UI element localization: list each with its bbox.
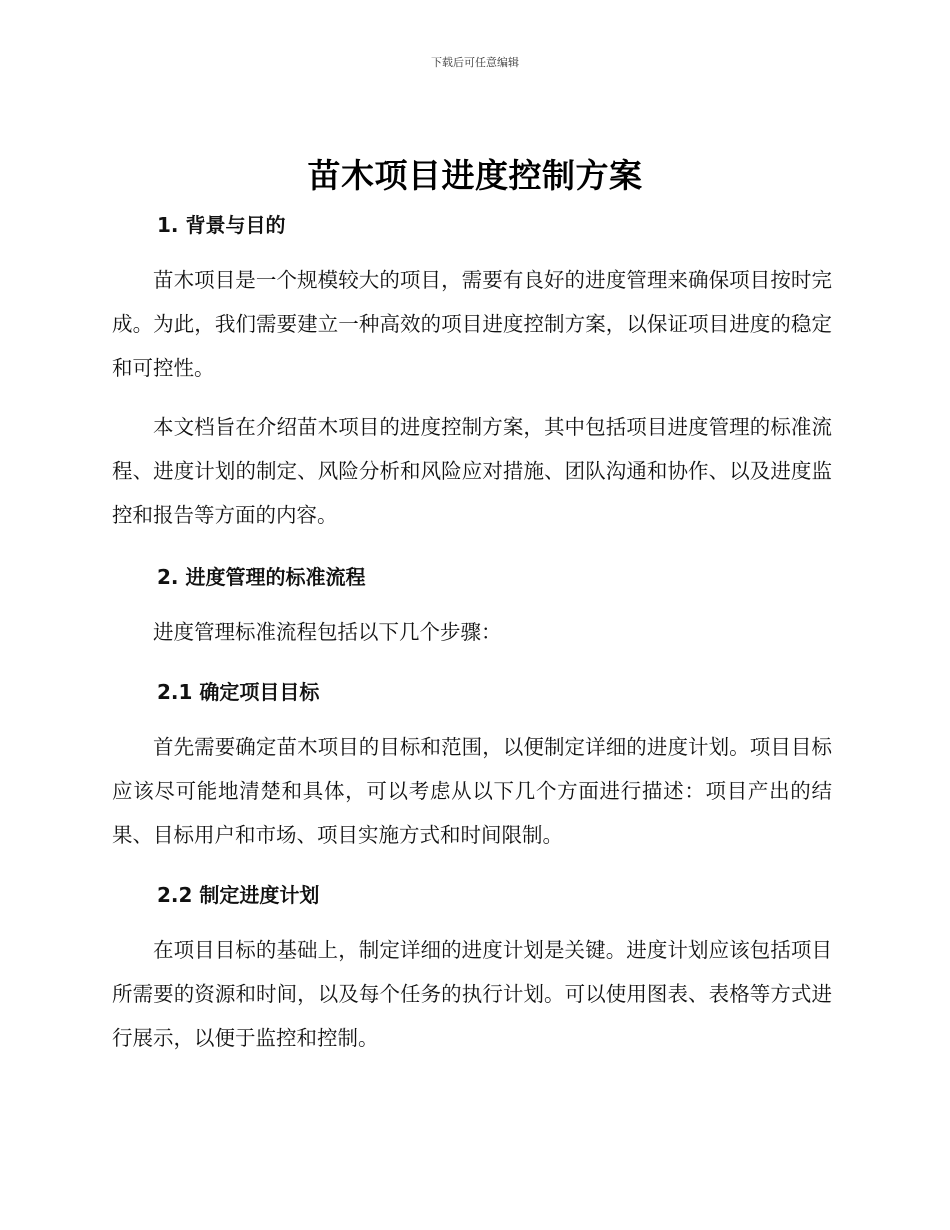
section-heading-goals: 2.1 确定项目目标: [157, 680, 320, 704]
paragraph-background-2: 本文档旨在介绍苗木项目的进度控制方案，其中包括项目进度管理的标准流程、进度计划的制定、风险分析和风险应对措施、团队沟通和协作、以及进度监控和报告等方面的内容。: [112, 415, 832, 527]
paragraph-process-intro: 进度管理标准流程包括以下几个步骤：: [153, 620, 502, 644]
paragraph-background-1: 苗木项目是一个规模较大的项目，需要有良好的进度管理来确保项目按时完成。为此，我们需要建立一种高效的项目进度控制方案，以保证项目进度的稳定和可控性。: [112, 268, 832, 380]
section-heading-schedule: 2.2 制定进度计划: [157, 883, 320, 907]
section-heading-background: 1. 背景与目的: [157, 213, 286, 237]
header-note: 下载后可任意编辑: [431, 56, 519, 69]
paragraph-schedule: 在项目目标的基础上，制定详细的进度计划是关键。进度计划应该包括项目所需要的资源和时间，以及每个任务的执行计划。可以使用图表、表格等方式进行展示，以便于监控和控制。: [112, 938, 832, 1050]
section-heading-process: 2. 进度管理的标准流程: [157, 565, 366, 589]
document-title: 苗木项目进度控制方案: [307, 156, 643, 195]
paragraph-goals: 首先需要确定苗木项目的目标和范围，以便制定详细的进度计划。项目目标应该尽可能地清楚和具体，可以考虑从以下几个方面进行描述：项目产出的结果、目标用户和市场、项目实施方式和时间限制。: [112, 735, 832, 847]
